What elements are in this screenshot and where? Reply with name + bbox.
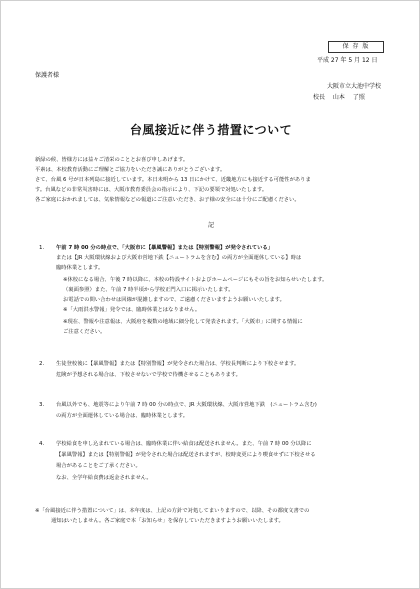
item-line: 台風以外でも、地震等により午前 7 時 00 分の時点で、JR 大阪環状線、大阪市営地下鉄 (ニュートラム含む) [56, 402, 317, 408]
footer-note: ※「台風接近に伴う措置について」は、本年度は、上記の方針で対処してまいりますので、以降、その都度文書での [35, 508, 310, 514]
item-line: 場合があることをご了承ください。 [56, 463, 141, 469]
item-line: 学校給食を申し込まれている場合は、臨時休業に伴い給食は配送されません。また、午前 7 時 00 分以降に [56, 441, 312, 447]
keep-label-box: 保 存 版 [328, 41, 384, 53]
item-subline: お電話での問い合わせは回線が混雑しますので、ご遠慮くださいますようお願いいたします。 [63, 297, 285, 303]
ki-heading: 記 [207, 222, 214, 229]
footer-note: 通知はいたしません。各ご家庭で本「お知らせ」を保存していただきますようお願いいたします。 [51, 518, 284, 524]
document-date: 平成 27 年 5 月 12 日 [317, 57, 378, 64]
item-subline: ご注意ください。 [63, 329, 106, 335]
document-title: 台風接近に伴う措置について [129, 123, 293, 137]
item-subline: ※「大雨洪水警報」発令では、臨時休業とはなりません。 [63, 307, 201, 313]
item-subline: ※休校になる場合、午後 7 時以降に、本校の特設サイトおよびホームページにもその旨をお知らせいたします。 [63, 277, 328, 283]
item-number: 4. [39, 441, 45, 447]
item-number: 1. [39, 245, 45, 251]
item-line: の両方が全面運休している場合は、臨時休業とします。 [56, 413, 188, 419]
item-number: 2. [39, 361, 45, 367]
intro-line: す。台風などの非常災害時には、大阪市教育委員会の指示により、下記の要領で対処いたします。 [35, 187, 268, 193]
item-line: 臨時休業とします。 [56, 265, 104, 271]
intro-line: 平素は、本校教育活動にご理解とご協力をいただき誠にありがとうございます。 [35, 167, 226, 173]
item-subline: ※現在、警報や注意報は、大阪府を複数の地域に細分化して発表されます。「大阪市」に関する情報に [63, 319, 303, 325]
item-line: 午前 7 時 00 分の時点で、「大阪市に【暴風警報】または【特別警報】が発令されている」 [56, 245, 273, 251]
item-subline: （裏面参照）また、午前 7 時半頃から学校正門入口に掲示いたします。 [63, 287, 234, 293]
school-name: 大阪市立大池中学校 [327, 83, 382, 90]
recipient: 保護者様 [35, 72, 60, 79]
intro-line: 各ご家庭におかれましては、気象情報などの報道にご注意いただき、お子様の安全には十分にご配慮ください。 [35, 197, 300, 203]
item-line: なお、全学年給食費は返金されません。 [56, 475, 152, 481]
item-number: 3. [39, 402, 45, 408]
item-line: 【暴風警報】または【特別警報】が発令された場合は配送されますが、校時変更により喫食せずに下校させる [56, 452, 316, 458]
intro-line: 新緑の候、皆様方には益々ご清栄のこととお喜び申しあげます。 [35, 157, 189, 163]
item-line: 危険が予想される場合は、下校させないで学校で待機させることもあります。 [56, 372, 241, 378]
item-line: または【JR 大阪環状線および大阪市営地下鉄【ニュートラムを含む】の両方が全面運休している】時は [56, 255, 302, 261]
intro-line: さて、台風 6 号が日本列島に接近しています。本日未明から 13 日にかけて、近畿地方にも接近する可能性がありま [35, 177, 311, 183]
principal-name: 校長 山本 了照 [313, 94, 365, 101]
item-line: 生徒登校後に【暴風警報】または【特別警報】が発令された場合は、学校長判断により下校させます。 [56, 361, 300, 367]
